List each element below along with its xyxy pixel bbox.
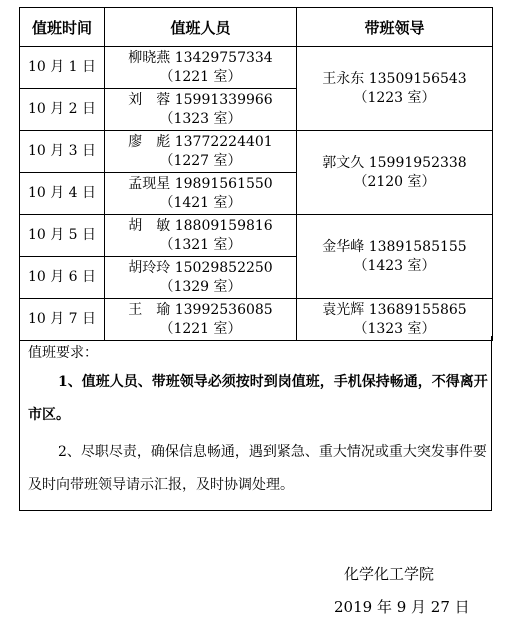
duty-staff [105, 89, 297, 131]
signature-org: 化学化工学院 [344, 565, 435, 583]
staff-name-phone: 孟现星 19891561550 [128, 175, 273, 192]
duty-staff [105, 131, 297, 173]
duty-date: 10 月 7 日 [20, 299, 105, 341]
staff-room: （1227 室） [159, 152, 242, 169]
duty-leader [297, 215, 493, 299]
duty-staff [105, 257, 297, 299]
duty-date: 10 月 1 日 [20, 47, 105, 89]
staff-name-phone: 柳晓燕 13429757334 [128, 49, 273, 66]
staff-name-phone: 胡玲玲 15029852250 [128, 259, 273, 276]
duty-staff [105, 215, 297, 257]
leader-room: （2120 室） [353, 173, 436, 190]
leader-room: （1423 室） [353, 257, 436, 274]
header-leader: 带班领导 [297, 8, 493, 47]
duty-date: 10 月 4 日 [20, 173, 105, 215]
duty-requirements [19, 336, 492, 511]
leader-name-phone: 袁光辉 13689155865 [322, 301, 467, 318]
staff-room: （1221 室） [159, 68, 242, 85]
leader-name-phone: 金华峰 13891585155 [322, 238, 467, 255]
duty-date: 10 月 5 日 [20, 215, 105, 257]
duty-date: 10 月 2 日 [20, 89, 105, 131]
duty-leader [297, 299, 493, 341]
staff-room: （1321 室） [159, 236, 242, 253]
duty-staff [105, 299, 297, 341]
duty-date: 10 月 3 日 [20, 131, 105, 173]
staff-room: （1221 室） [159, 320, 242, 337]
leader-name-phone: 王永东 13509156543 [322, 70, 467, 87]
requirement-item-1: 1、值班人员、带班领导必须按时到岗值班，手机保持畅通，不得离开市区。 [28, 374, 488, 423]
duty-date: 10 月 6 日 [20, 257, 105, 299]
staff-name-phone: 胡 敏 18809159816 [128, 217, 273, 234]
duty-leader [297, 47, 493, 131]
header-date: 值班时间 [20, 8, 105, 47]
table-row [20, 131, 493, 173]
table-row [20, 299, 493, 341]
staff-name-phone: 廖 彪 13772224401 [128, 133, 273, 150]
leader-room: （1223 室） [353, 89, 436, 106]
duty-staff [105, 173, 297, 215]
requirement-item-2: 2、尽职尽责，确保信息畅通，遇到紧急、重大情况或重大突发事件要及时向带班领导请示汇报，及时协调处理。 [28, 444, 487, 493]
table-header-row [20, 8, 493, 47]
leader-name-phone: 郭文久 15991952338 [322, 154, 467, 171]
duty-table [19, 7, 493, 341]
duty-leader [297, 131, 493, 215]
table-row [20, 215, 493, 257]
staff-room: （1421 室） [159, 194, 242, 211]
staff-room: （1329 室） [159, 278, 242, 295]
signature-date: 2019 年 9 月 27 日 [334, 598, 470, 616]
duty-staff [105, 47, 297, 89]
staff-room: （1323 室） [159, 110, 242, 127]
staff-name-phone: 王 瑜 13992536085 [128, 301, 273, 318]
leader-room: （1323 室） [353, 320, 436, 337]
header-staff: 值班人员 [105, 8, 297, 47]
requirements-title: 值班要求： [28, 345, 98, 361]
staff-name-phone: 刘 蓉 15991339966 [128, 91, 273, 108]
table-row [20, 47, 493, 89]
